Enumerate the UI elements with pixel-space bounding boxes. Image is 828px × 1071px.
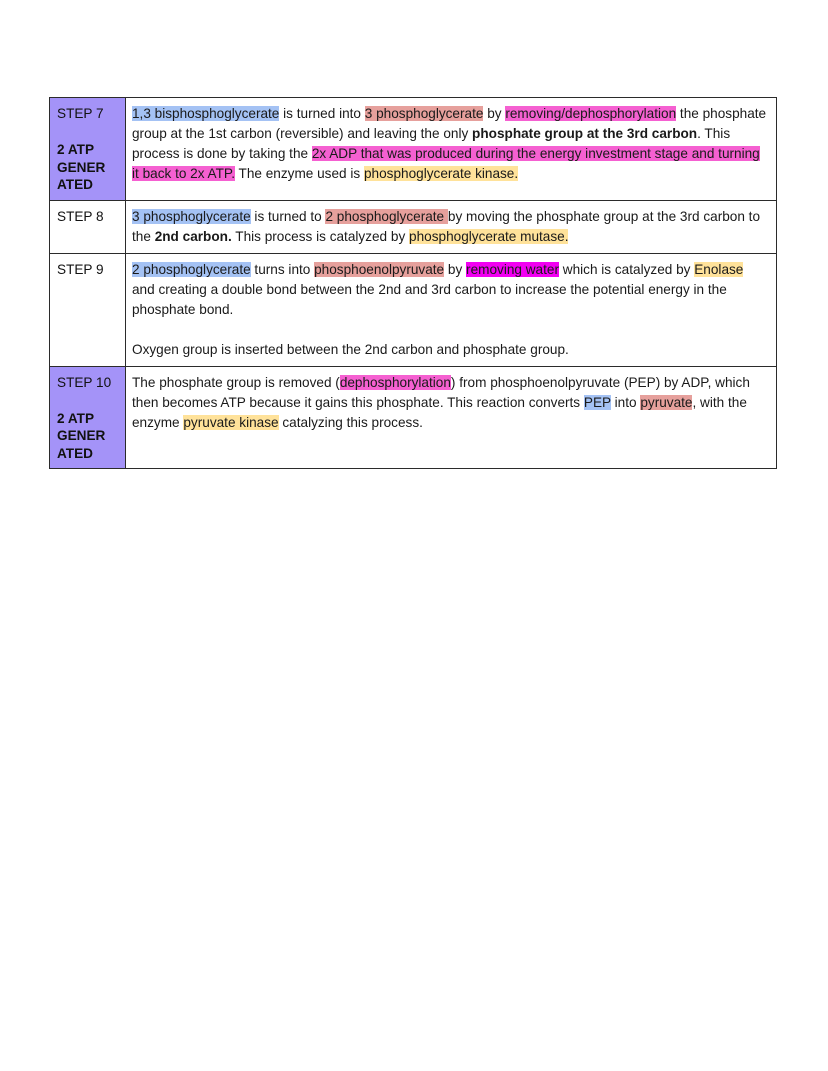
atp-line: 2 ATP bbox=[57, 142, 95, 157]
product-highlight: 2 phosphoglycerate bbox=[325, 208, 448, 224]
product-highlight: phosphoenolpyruvate bbox=[314, 261, 445, 277]
text-segment: , with the enzyme bbox=[132, 394, 747, 430]
step-description-cell bbox=[126, 98, 777, 201]
step-title: STEP 10 bbox=[57, 374, 112, 390]
step-title: STEP 7 bbox=[57, 106, 104, 121]
text-segment: by bbox=[444, 261, 467, 277]
atp-generated-note bbox=[57, 410, 119, 463]
step-title: STEP 8 bbox=[57, 208, 104, 224]
atp-line: ATED bbox=[57, 177, 93, 192]
table-row-step-10 bbox=[50, 366, 777, 469]
table-row-step-8 bbox=[50, 200, 777, 253]
text-segment: This process is catalyzed by bbox=[231, 228, 410, 244]
step-description-cell bbox=[126, 253, 777, 366]
process-highlight: removing/dephosphorylation bbox=[505, 106, 677, 121]
text-segment: by moving the phosphate group at the 3rd carbon to the bbox=[132, 208, 761, 244]
text-segment: and creating a double bond between the 2nd and 3rd carbon to increase the potential energy in the phosphate bond. bbox=[132, 281, 727, 317]
atp-line: GENER bbox=[57, 428, 106, 443]
text-segment: . This process is done by taking the bbox=[132, 126, 731, 161]
substrate-highlight: 1,3 bisphosphoglycerate bbox=[132, 106, 280, 121]
substrate-highlight: 3 phosphoglycerate bbox=[132, 208, 251, 224]
step-label-cell bbox=[50, 253, 126, 366]
bold-text: 2nd carbon. bbox=[154, 228, 232, 244]
text-segment: by bbox=[483, 106, 506, 121]
step-description-cell bbox=[126, 366, 777, 469]
process-highlight: removing water bbox=[466, 261, 559, 277]
table-row-step-9 bbox=[50, 253, 777, 366]
atp-line: 2 ATP bbox=[57, 410, 95, 426]
text-segment: The enzyme used is bbox=[235, 166, 364, 181]
text-segment: The phosphate group is removed ( bbox=[132, 374, 340, 390]
enzyme-highlight: phosphoglycerate mutase. bbox=[409, 228, 569, 244]
product-highlight: pyruvate bbox=[640, 394, 693, 410]
process-highlight: 2x ADP that was produced during the energy investment stage and turning it back to 2x ATP. bbox=[132, 146, 760, 181]
atp-line: ATED bbox=[57, 445, 93, 461]
enzyme-highlight: pyruvate kinase bbox=[183, 414, 279, 430]
text-segment: catalyzing this process. bbox=[278, 414, 423, 430]
bold-text: phosphate group at the 3rd carbon bbox=[472, 126, 698, 141]
paragraph-text: Oxygen group is inserted between the 2nd carbon and phosphate group. bbox=[132, 341, 569, 357]
step-title: STEP 9 bbox=[57, 261, 104, 277]
glycolysis-steps-table bbox=[49, 97, 777, 469]
atp-generated-note bbox=[57, 141, 119, 194]
substrate-highlight: PEP bbox=[583, 394, 611, 410]
step-label-cell bbox=[50, 98, 126, 201]
text-segment: into bbox=[610, 394, 641, 410]
enzyme-highlight: Enolase bbox=[694, 261, 744, 277]
atp-line: GENER bbox=[57, 159, 106, 175]
text-segment: ) from phosphoenolpyruvate (PEP) by ADP, which then becomes ATP because it gains this phosphate. This reaction converts bbox=[132, 374, 750, 410]
text-segment: turns into bbox=[250, 261, 315, 277]
step-label-cell bbox=[50, 366, 126, 469]
text-segment: is turned to bbox=[250, 208, 326, 224]
text-segment: the phosphate group at the 1st carbon (reversible) and leaving the only bbox=[132, 106, 767, 141]
step-description-cell bbox=[126, 200, 777, 253]
step-label-cell bbox=[50, 200, 126, 253]
enzyme-highlight: phosphoglycerate kinase. bbox=[363, 166, 519, 181]
substrate-highlight: 2 phosphoglycerate bbox=[132, 261, 251, 277]
process-highlight: dephosphorylation bbox=[339, 374, 451, 390]
product-highlight: 3 phosphoglycerate bbox=[364, 106, 484, 121]
paragraph-gap bbox=[132, 320, 768, 340]
table-row-step-7 bbox=[50, 98, 777, 201]
text-segment: which is catalyzed by bbox=[558, 261, 695, 277]
text-segment: is turned into bbox=[279, 106, 365, 121]
